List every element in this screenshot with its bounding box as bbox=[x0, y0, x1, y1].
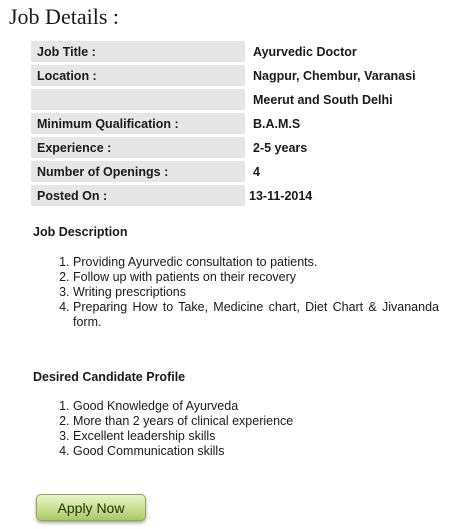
list-item: 2. Follow up with patients on their recovery bbox=[73, 270, 439, 285]
location-continued-value: Meerut and South Delhi bbox=[247, 89, 455, 110]
table-row bbox=[31, 137, 455, 158]
posted-on-value: 13-11-2014 bbox=[247, 185, 455, 206]
openings-value: 4 bbox=[247, 161, 455, 182]
candidate-profile-heading: Desired Candidate Profile bbox=[33, 370, 186, 384]
list-item: 1. Providing Ayurvedic consultation to patients. bbox=[73, 255, 439, 270]
list-item: 4. Good Communication skills bbox=[73, 444, 439, 459]
location-value: Nagpur, Chembur, Varanasi bbox=[247, 65, 455, 86]
list-item: 4. Preparing How to Take, Medicine chart, Diet Chart & Jivananda form. bbox=[73, 300, 439, 330]
job-description-list bbox=[37, 255, 439, 330]
list-item: 3. Writing prescriptions bbox=[73, 285, 439, 300]
location-label: Location : bbox=[31, 65, 245, 86]
job-title-label: Job Title : bbox=[31, 41, 245, 62]
page-title: Job Details : bbox=[9, 4, 119, 29]
table-row bbox=[31, 161, 455, 182]
qualification-label: Minimum Qualification : bbox=[31, 113, 245, 134]
experience-value: 2-5 years bbox=[247, 137, 455, 158]
table-row bbox=[31, 41, 455, 62]
qualification-value: B.A.M.S bbox=[247, 113, 455, 134]
list-item: 2. More than 2 years of clinical experience bbox=[73, 414, 439, 429]
location-continued-label bbox=[31, 89, 245, 110]
table-row bbox=[31, 89, 455, 110]
table-row bbox=[31, 113, 455, 134]
job-title-value: Ayurvedic Doctor bbox=[247, 41, 455, 62]
list-item: 1. Good Knowledge of Ayurveda bbox=[73, 399, 439, 414]
job-description-heading: Job Description bbox=[33, 225, 128, 239]
experience-label: Experience : bbox=[31, 137, 245, 158]
apply-now-button[interactable]: Apply Now bbox=[36, 494, 146, 521]
job-details-table bbox=[31, 38, 455, 209]
openings-label: Number of Openings : bbox=[31, 161, 245, 182]
posted-on-label: Posted On : bbox=[31, 185, 245, 206]
table-row bbox=[31, 65, 455, 86]
table-row bbox=[31, 185, 455, 206]
candidate-profile-list bbox=[37, 399, 439, 459]
list-item: 3. Excellent leadership skills bbox=[73, 429, 439, 444]
